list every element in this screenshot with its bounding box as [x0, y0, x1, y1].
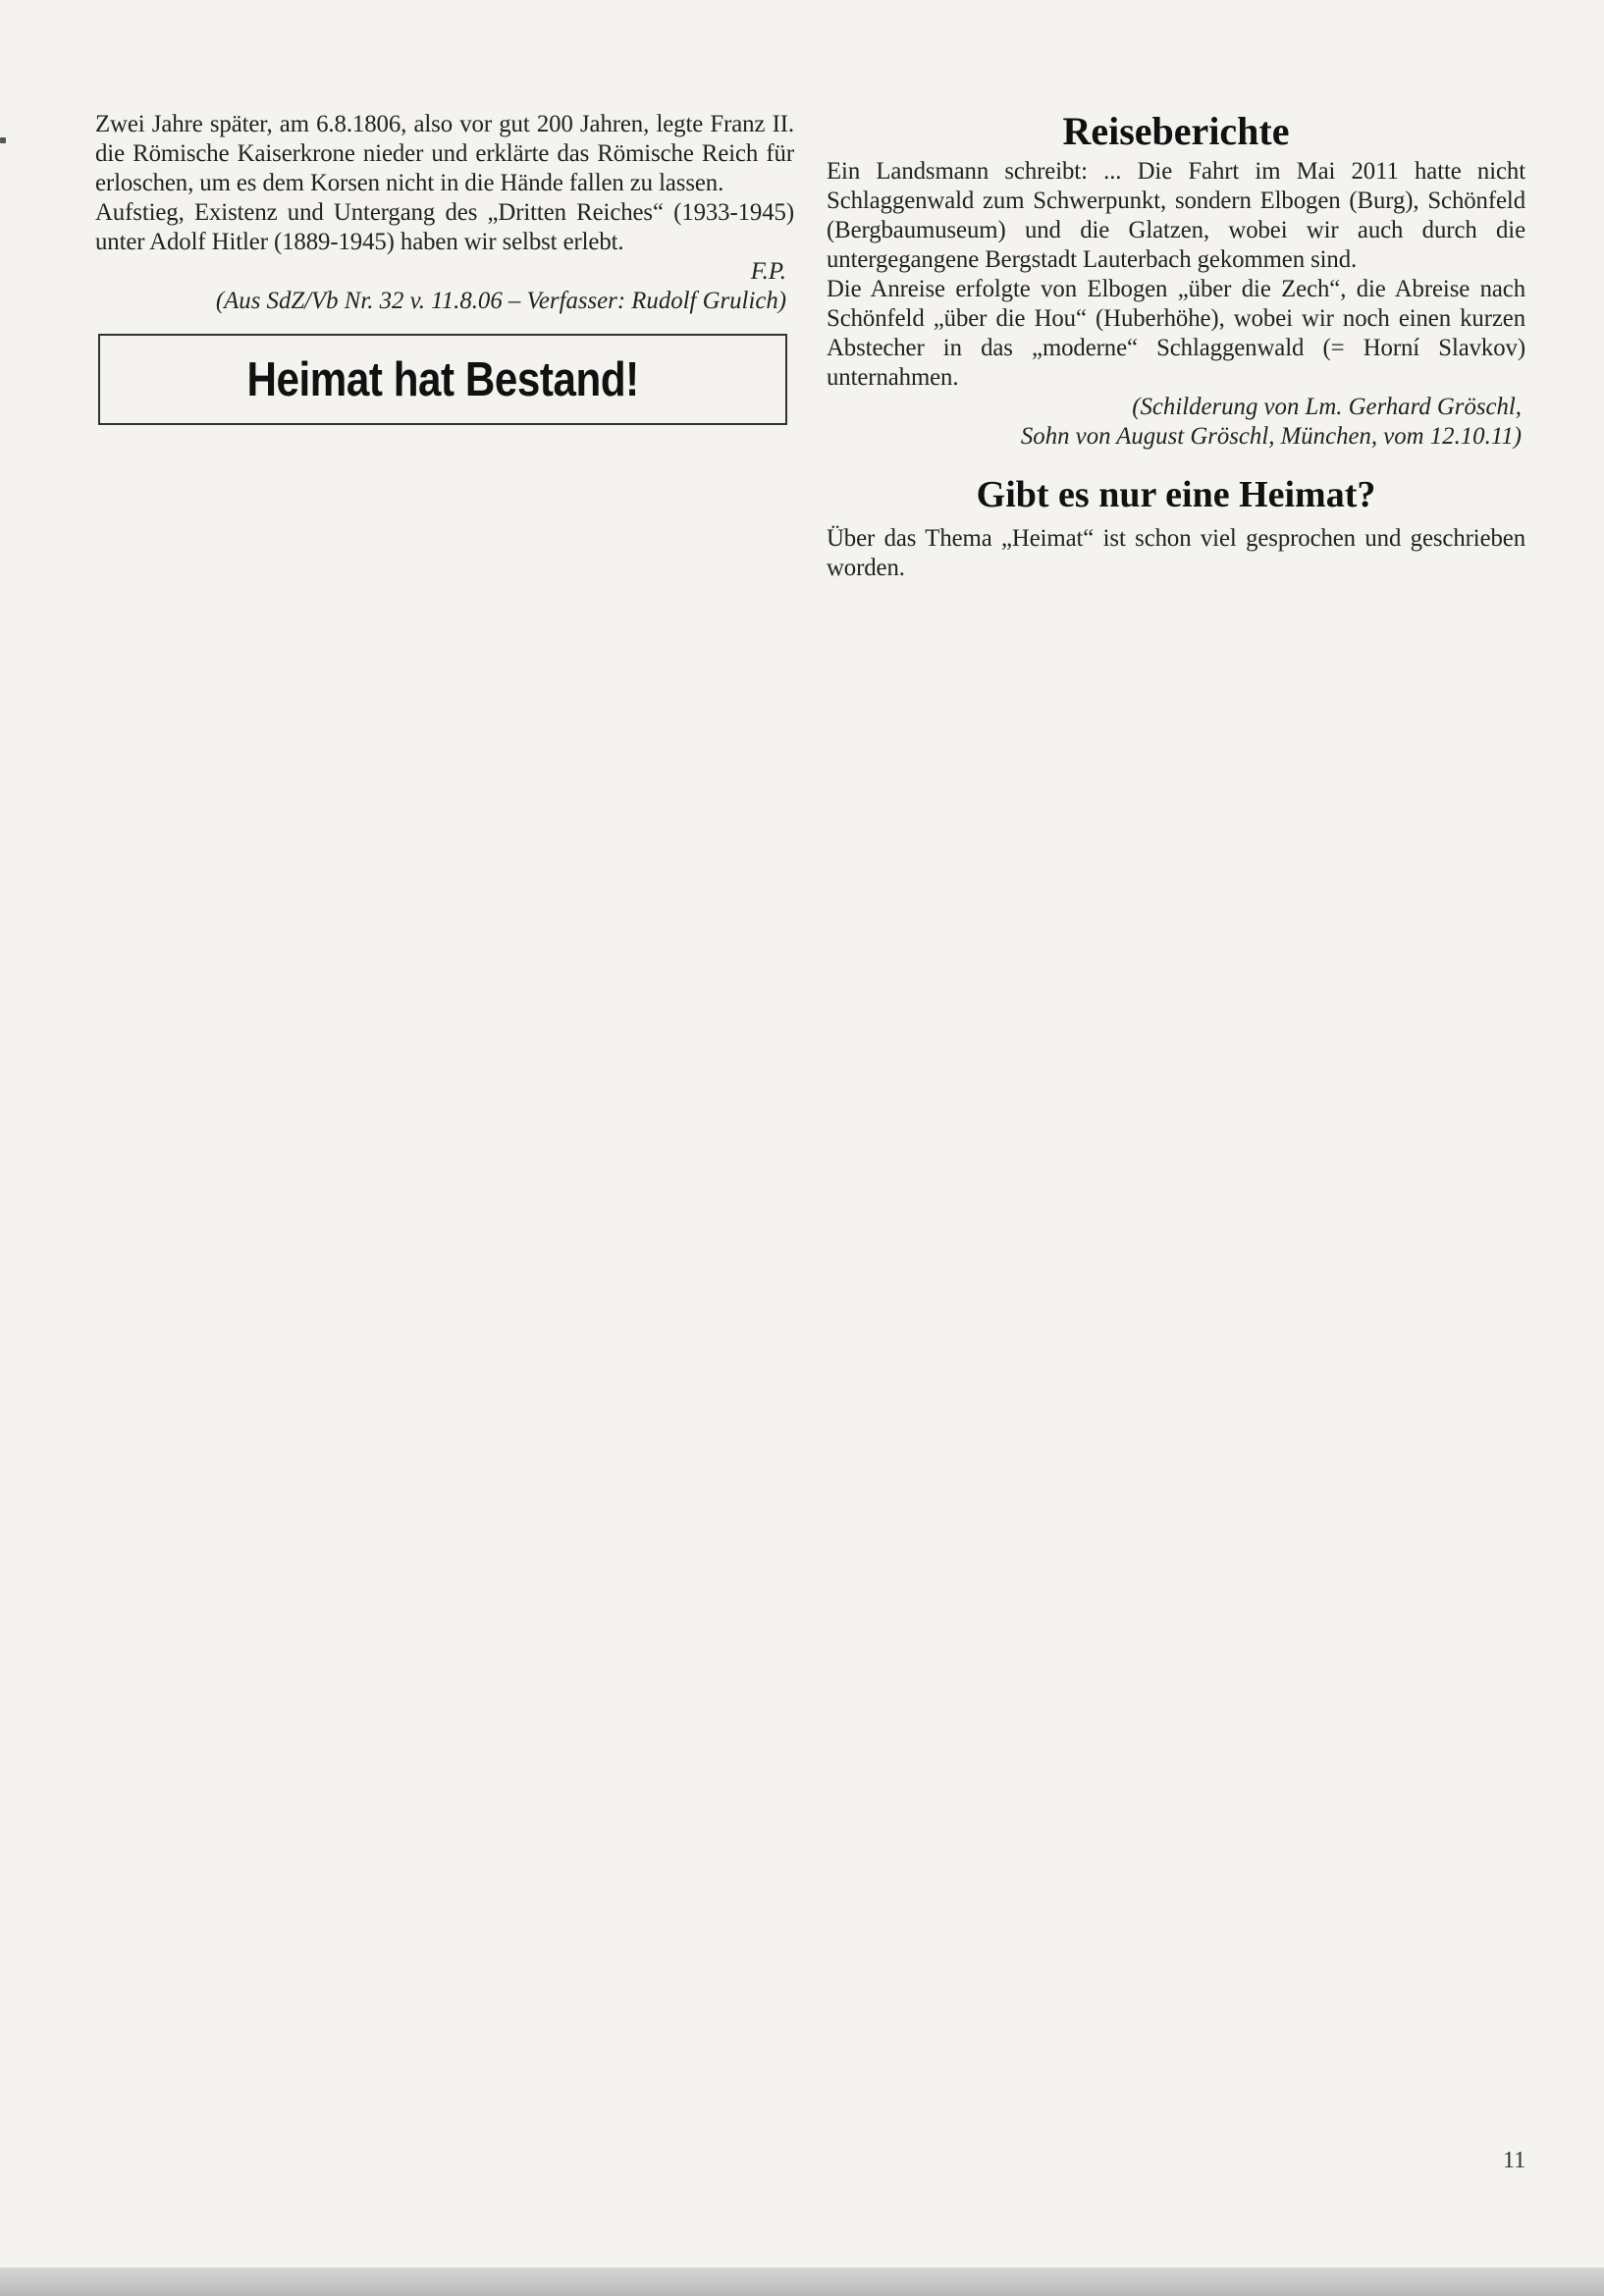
- article-paragraph: Aufstieg, Existenz und Untergang des „Dritten Reiches“ (1933-1945) unter Adolf Hitler (1889-1945) haben wir selbst erlebt.: [95, 199, 794, 255]
- article-paragraph: Zwei Jahre später, am 6.8.1806, also vor gut 200 Jahren, legte Franz II. die Römische Kaiserkrone nieder und erklärte das Römische Reich für erloschen, um es dem Korsen nicht in die Hände fallen zu lassen.: [95, 111, 794, 196]
- author-credit: (Schilderung von Lm. Gerhard Gröschl,: [1132, 394, 1522, 420]
- section-heading-heimat: Gibt es nur eine Heimat?: [976, 474, 1376, 515]
- author-credit: Sohn von August Gröschl, München, vom 12.10.11): [1020, 423, 1522, 450]
- article-source: (Aus SdZ/Vb Nr. 32 v. 11.8.06 – Verfasser: Rudolf Grulich): [215, 288, 786, 314]
- margin-mark: [0, 137, 6, 143]
- scan-edge: [0, 2268, 1604, 2296]
- right-column: [827, 110, 1525, 583]
- section-heading-reiseberichte: Reiseberichte: [1062, 109, 1290, 153]
- author-initials: F.P.: [750, 258, 786, 285]
- slogan-banner: [98, 334, 787, 425]
- left-column: [95, 110, 794, 425]
- article-paragraph: Über das Thema „Heimat“ ist schon viel gesprochen und geschrieben worden.: [827, 525, 1525, 581]
- article-paragraph: Die Anreise erfolgte von Elbogen „über die Zech“, die Abreise nach Schönfeld „über die Hou“ (Huberhöhe), wobei wir noch einen kurzen Abstecher in das „moderne“ Schlaggenwald (= Horní Slavkov) unternahmen.: [827, 276, 1525, 391]
- article-signoff: [95, 257, 794, 287]
- page-number: 11: [1503, 2148, 1526, 2173]
- slogan-text: Heimat hat Bestand!: [246, 352, 639, 406]
- article-paragraph: Ein Landsmann schreibt: ... Die Fahrt im Mai 2011 hatte nicht Schlaggenwald zum Schwerpunkt, sondern Elbogen (Burg), Schönfeld (Bergbaumuseum) und die Glatzen, wobei wir auch durch die untergegangene Bergstadt Lauterbach gekommen sind.: [827, 158, 1525, 273]
